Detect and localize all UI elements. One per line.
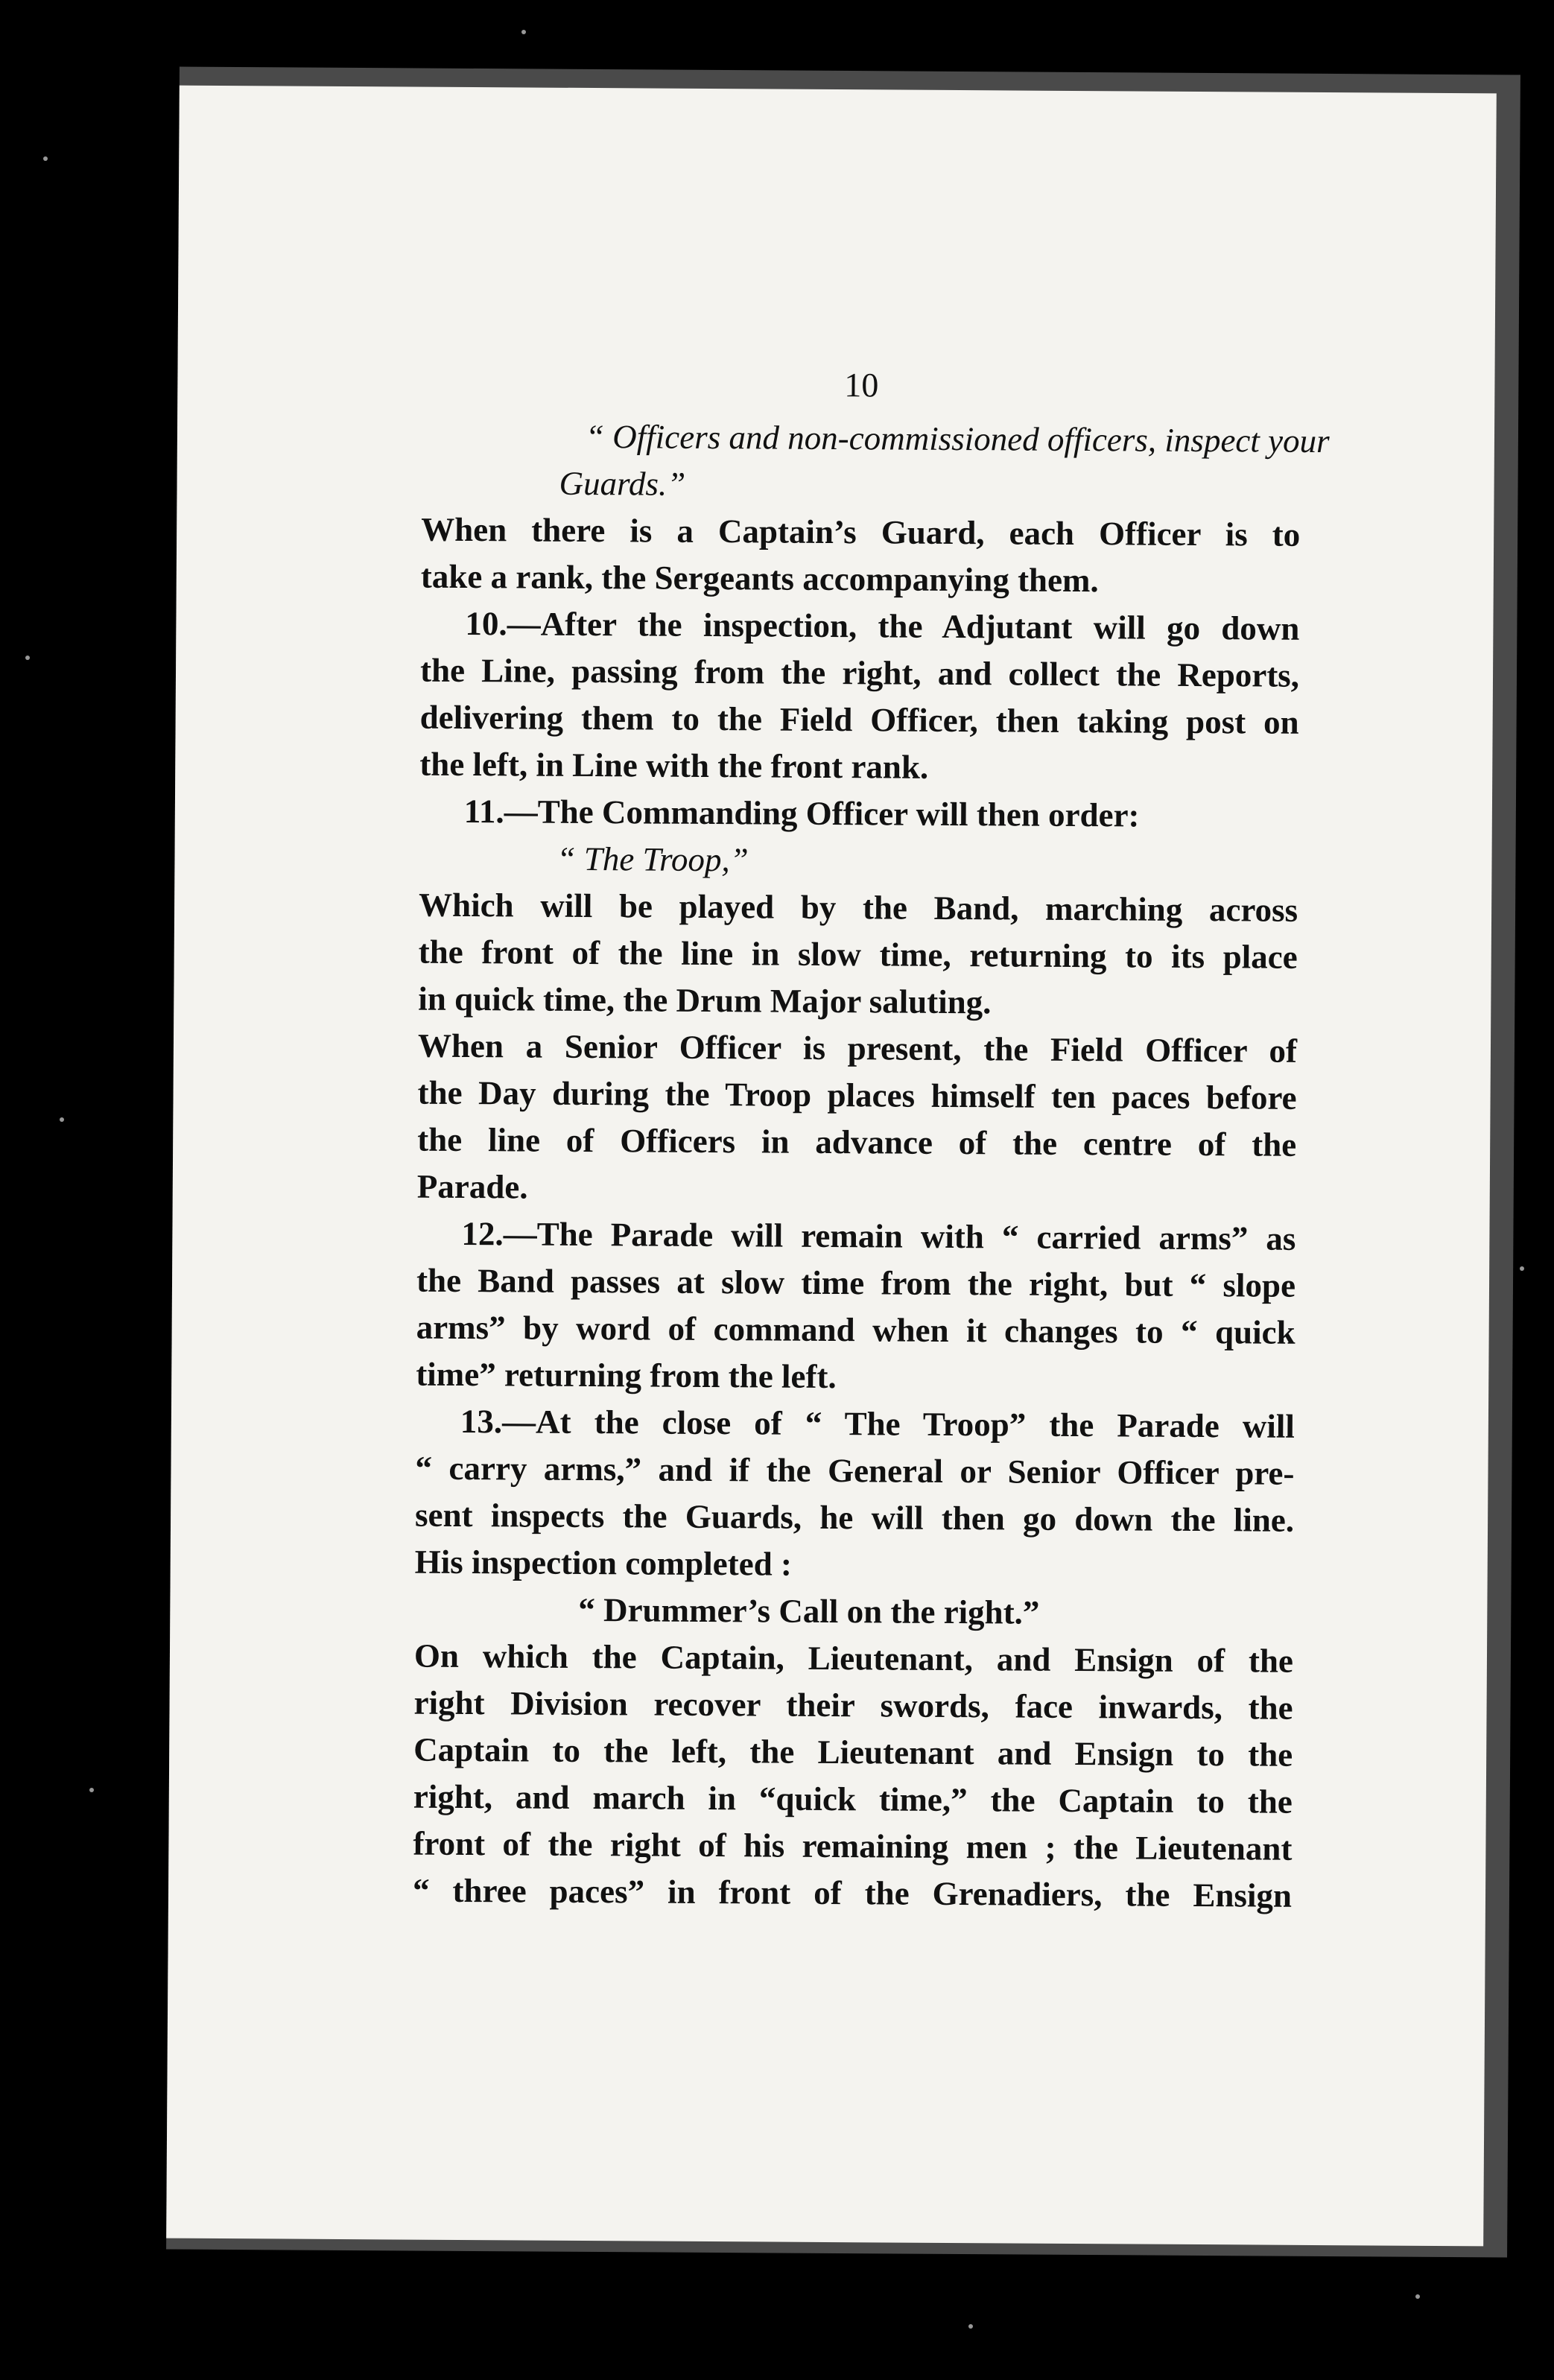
text-line: right Division recover their swords, face inwards, the (413, 1684, 1293, 1727)
page-number: 10 (844, 366, 879, 404)
text-line: the front of the line in slow time, returning to its place (418, 933, 1298, 976)
text-line: On which the Captain, Lieutenant, and Ensign of the (413, 1637, 1294, 1680)
text-line: the line of Officers in advance of the centre of the (417, 1120, 1297, 1164)
text-line: Which will be played by the Band, marching across (418, 886, 1298, 929)
text-body (412, 413, 1330, 1920)
text-line: the Band passes at slow time from the right, but “ slope (416, 1261, 1296, 1304)
text-line: the left, in Line with the front rank. (419, 745, 929, 786)
text-line: “ three paces” in front of the Grenadiers, the Ensign (412, 1871, 1293, 1914)
text-line: 10.—After the inspection, the Adjutant will go down (465, 604, 1300, 647)
text-line: front of the right of his remaining men ; the Lieutenant (413, 1824, 1293, 1867)
text-line: “ carry arms,” and if the General or Senior Officer pre- (415, 1449, 1295, 1492)
speckle (43, 156, 48, 161)
text-line: “ Officers and non-commissioned officers, inspect your (585, 417, 1330, 460)
text-line: the Line, passing from the right, and collect the Reports, (419, 651, 1300, 694)
text-line: sent inspects the Guards, he will then go down the line. (414, 1496, 1295, 1539)
text-line: 11.—The Commanding Officer will then order: (463, 792, 1140, 834)
text-line: Parade. (416, 1167, 528, 1206)
speckle (1415, 2294, 1420, 2299)
text-line: in quick time, the Drum Major saluting. (418, 980, 992, 1021)
text-line: take a rank, the Sergeants accompanying them. (420, 557, 1099, 600)
speckle (968, 2324, 973, 2329)
speckle (60, 1117, 64, 1122)
text-line: Guards.” (559, 464, 686, 503)
text-line: the Day during the Troop places himself ten paces before (417, 1073, 1297, 1117)
text-line: right, and march in “quick time,” the Captain to the (413, 1777, 1293, 1821)
text-line: Captain to the left, the Lieutenant and Ensign to the (413, 1730, 1293, 1774)
text-line: arms” by word of command when it changes to “ quick (416, 1308, 1295, 1351)
speckle (1520, 1266, 1524, 1271)
speckle (521, 30, 526, 34)
text-line: “ Drummer’s Call on the right.” (578, 1590, 1040, 1631)
document-page (166, 86, 1497, 2247)
text-line: “ The Troop,” (556, 840, 749, 879)
text-line: 12.—The Parade will remain with “ carried arms” as (461, 1214, 1296, 1257)
speckle (89, 1788, 94, 1792)
text-line: When a Senior Officer is present, the Field Officer of (417, 1026, 1298, 1070)
page-content (412, 363, 1330, 1920)
text-line: When there is a Captain’s Guard, each Officer is to (421, 510, 1301, 553)
text-line: time” returning from the left. (416, 1355, 837, 1396)
text-line: His inspection completed : (414, 1543, 793, 1583)
speckle (25, 656, 30, 660)
text-line: delivering them to the Field Officer, then taking post on (419, 698, 1299, 741)
text-line: 13.—At the close of “ The Troop” the Parade will (460, 1402, 1295, 1445)
